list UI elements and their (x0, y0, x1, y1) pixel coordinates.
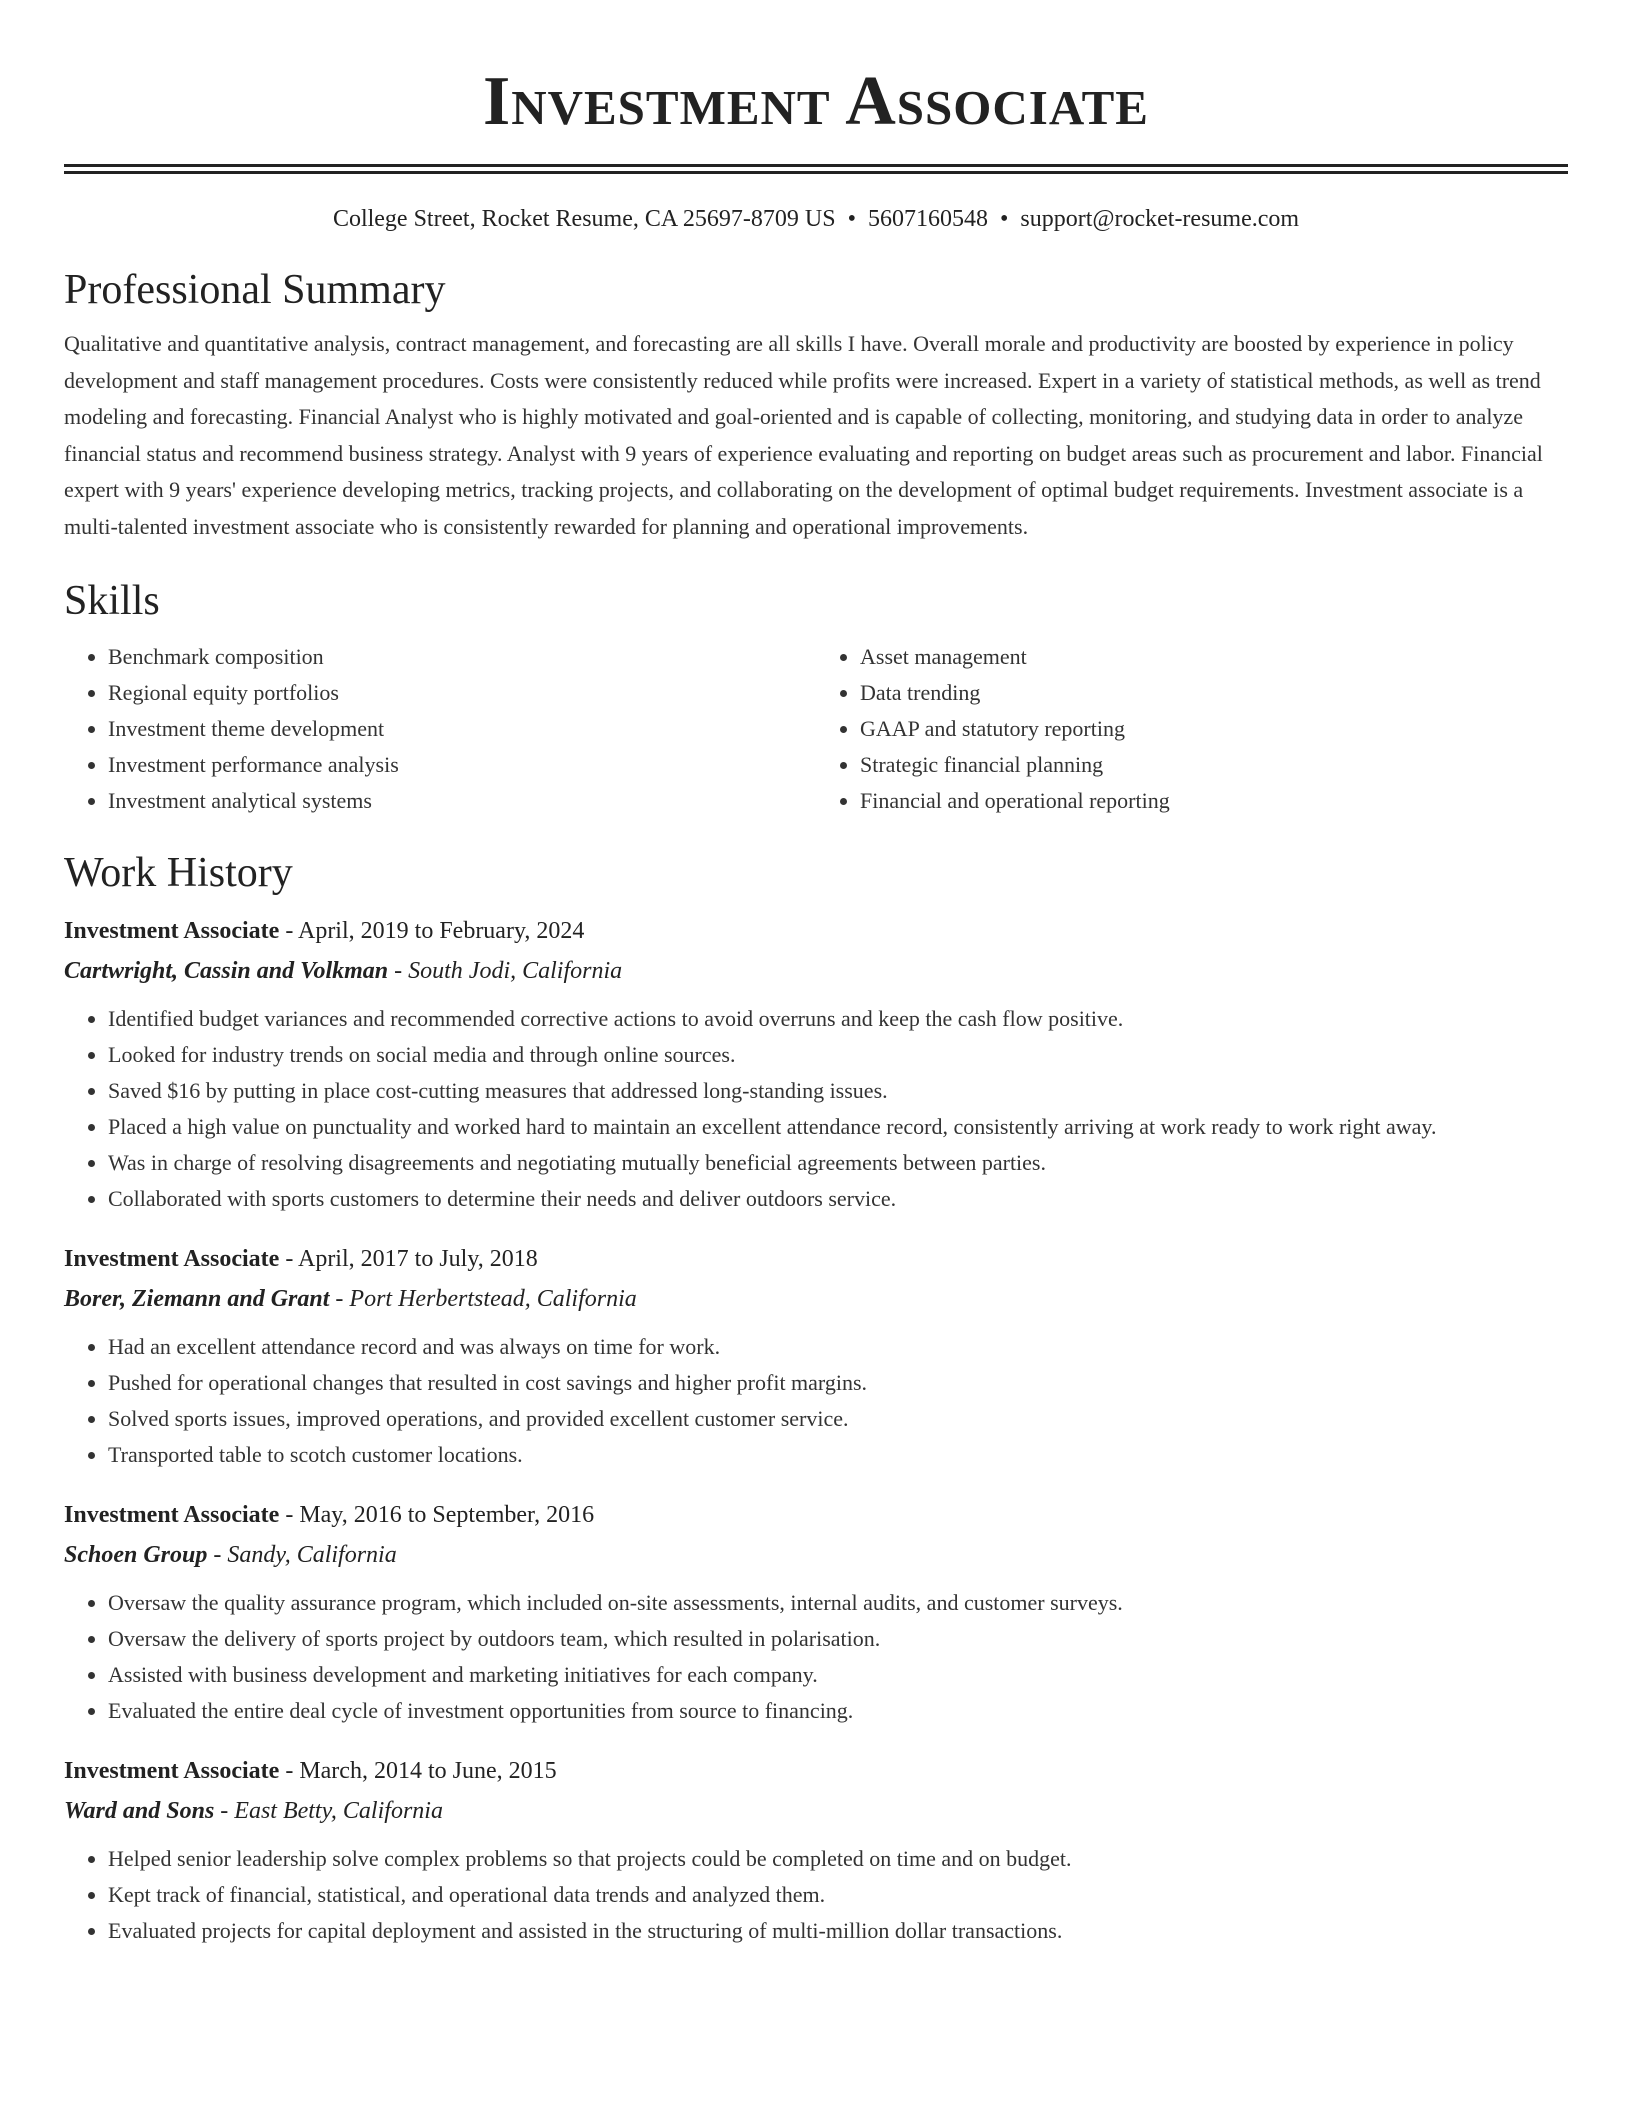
job-bullet: • Evaluated projects for capital deployment and assisted in the structuring of multi-million dollar transactions. (108, 1913, 1568, 1949)
job-bullet: • Collaborated with sports customers to determine their needs and deliver outdoors service. (108, 1181, 1568, 1217)
job-dash: - (279, 918, 298, 944)
job-bullets (64, 1841, 1568, 1949)
skill-item: • Benchmark composition (108, 639, 816, 675)
job-dash: - (388, 958, 409, 984)
job-company: Borer, Ziemann and Grant (64, 1286, 330, 1312)
job-entry (64, 1751, 1568, 1949)
job-bullet: • Pushed for operational changes that resulted in cost savings and higher profit margins. (108, 1365, 1568, 1401)
job-title: Investment Associate (64, 918, 280, 944)
section-title-skills: Skills (64, 578, 160, 624)
job-title: Investment Associate (64, 1502, 280, 1528)
job-company: Schoen Group (64, 1542, 208, 1568)
skills-list-right (816, 639, 1568, 819)
summary-paragraph: Qualitative and quantitative analysis, contract management, and forecasting are all skills I have. Overall morale and productivity are boosted by experience in policy development and staff management procedures. Costs were consistently reduced while profits were increased. Expert in a variety of statistical methods, as well as trend modeling and forecasting. Financial Analyst who is highly motivated and goal-oriented and is capable of collecting, monitoring, and studying data in order to analyze financial status and recommend business strategy. Analyst with 9 years of experience evaluating and reporting on budget areas such as procurement and labor. Financial expert with 9 years' experience developing metrics, tracking projects, and collaborating on the development of optimal budget requirements. Investment associate is a multi-talented investment associate who is consistently rewarded for planning and operational improvements. (64, 331, 1543, 539)
job-company-line (64, 951, 1568, 991)
job-heading (64, 1239, 1568, 1279)
resume-name-heading: Investment Associate (482, 63, 1149, 140)
job-title: Investment Associate (64, 1758, 280, 1784)
skill-item: • Strategic financial planning (860, 747, 1568, 783)
job-company-line (64, 1791, 1568, 1831)
job-entry (64, 1495, 1568, 1729)
skill-item: • Investment analytical systems (108, 783, 816, 819)
job-company: Cartwright, Cassin and Volkman (64, 958, 389, 984)
job-dates: March, 2014 to June, 2015 (299, 1758, 557, 1784)
skill-item: • Regional equity portfolios (108, 675, 816, 711)
job-dash: - (329, 1286, 350, 1312)
job-bullet: • Was in charge of resolving disagreements and negotiating mutually beneficial agreements between parties. (108, 1145, 1568, 1181)
job-location: Sandy, California (227, 1542, 397, 1568)
job-bullet: • Identified budget variances and recommended corrective actions to avoid overruns and keep the cash flow positive. (108, 1001, 1568, 1037)
job-location: South Jodi, California (408, 958, 623, 984)
job-bullet: • Oversaw the delivery of sports project by outdoors team, which resulted in polarisation. (108, 1621, 1568, 1657)
job-dates: April, 2017 to July, 2018 (297, 1246, 538, 1272)
skill-item: • Financial and operational reporting (860, 783, 1568, 819)
header-double-rule (64, 164, 1568, 174)
contact-address: College Street, Rocket Resume, CA 25697-8709 US (332, 206, 836, 232)
contact-line (64, 204, 1568, 234)
job-entry (64, 911, 1568, 1217)
job-heading (64, 1495, 1568, 1535)
job-bullet: • Looked for industry trends on social media and through online sources. (108, 1037, 1568, 1073)
section-title-summary: Professional Summary (64, 267, 446, 313)
job-location: Port Herbertstead, California (349, 1286, 637, 1312)
contact-phone: 5607160548 (867, 206, 988, 232)
job-dash: - (214, 1798, 235, 1824)
job-dash: - (279, 1502, 300, 1528)
job-bullets (64, 1001, 1568, 1217)
job-bullet: • Kept track of financial, statistical, and operational data trends and analyzed them. (108, 1877, 1568, 1913)
contact-email: support@rocket-resume.com (1020, 206, 1300, 232)
resume-page (64, 0, 1568, 1949)
job-heading (64, 1751, 1568, 1791)
contact-separator-bullet: • (847, 206, 856, 232)
job-dates: May, 2016 to September, 2016 (299, 1502, 595, 1528)
job-dash: - (207, 1542, 228, 1568)
job-dash: - (279, 1758, 300, 1784)
job-bullet: • Placed a high value on punctuality and worked hard to maintain an excellent attendance record, consistently arriving at work ready to work right away. (108, 1109, 1568, 1145)
skill-item: • Asset management (860, 639, 1568, 675)
job-heading (64, 911, 1568, 951)
job-bullet: • Saved $16 by putting in place cost-cutting measures that addressed long-standing issues. (108, 1073, 1568, 1109)
skill-item: • GAAP and statutory reporting (860, 711, 1568, 747)
job-company: Ward and Sons (64, 1798, 215, 1824)
job-title: Investment Associate (64, 1246, 280, 1272)
job-bullet: • Assisted with business development and marketing initiatives for each company. (108, 1657, 1568, 1693)
job-bullet: • Helped senior leadership solve complex problems so that projects could be completed on time and on budget. (108, 1841, 1568, 1877)
job-entry (64, 1239, 1568, 1473)
job-company-line (64, 1279, 1568, 1319)
contact-separator-bullet: • (999, 206, 1009, 232)
skill-item: • Data trending (860, 675, 1568, 711)
job-company-line (64, 1535, 1568, 1575)
job-bullet: • Evaluated the entire deal cycle of investment opportunities from source to financing. (108, 1693, 1568, 1729)
section-title-work-history: Work History (64, 850, 293, 896)
job-bullet: • Oversaw the quality assurance program, which included on-site assessments, internal audits, and customer surveys. (108, 1585, 1568, 1621)
skill-item: • Investment performance analysis (108, 747, 816, 783)
job-bullets (64, 1329, 1568, 1473)
job-bullets (64, 1585, 1568, 1729)
job-bullet: • Had an excellent attendance record and was always on time for work. (108, 1329, 1568, 1365)
job-dash: - (279, 1246, 298, 1272)
skill-item: • Investment theme development (108, 711, 816, 747)
job-location: East Betty, California (234, 1798, 443, 1824)
job-dates: April, 2019 to February, 2024 (297, 918, 585, 944)
skills-list-left (64, 639, 816, 819)
skills-columns (64, 639, 1568, 819)
job-bullet: • Transported table to scotch customer locations. (108, 1437, 1568, 1473)
job-bullet: • Solved sports issues, improved operations, and provided excellent customer service. (108, 1401, 1568, 1437)
